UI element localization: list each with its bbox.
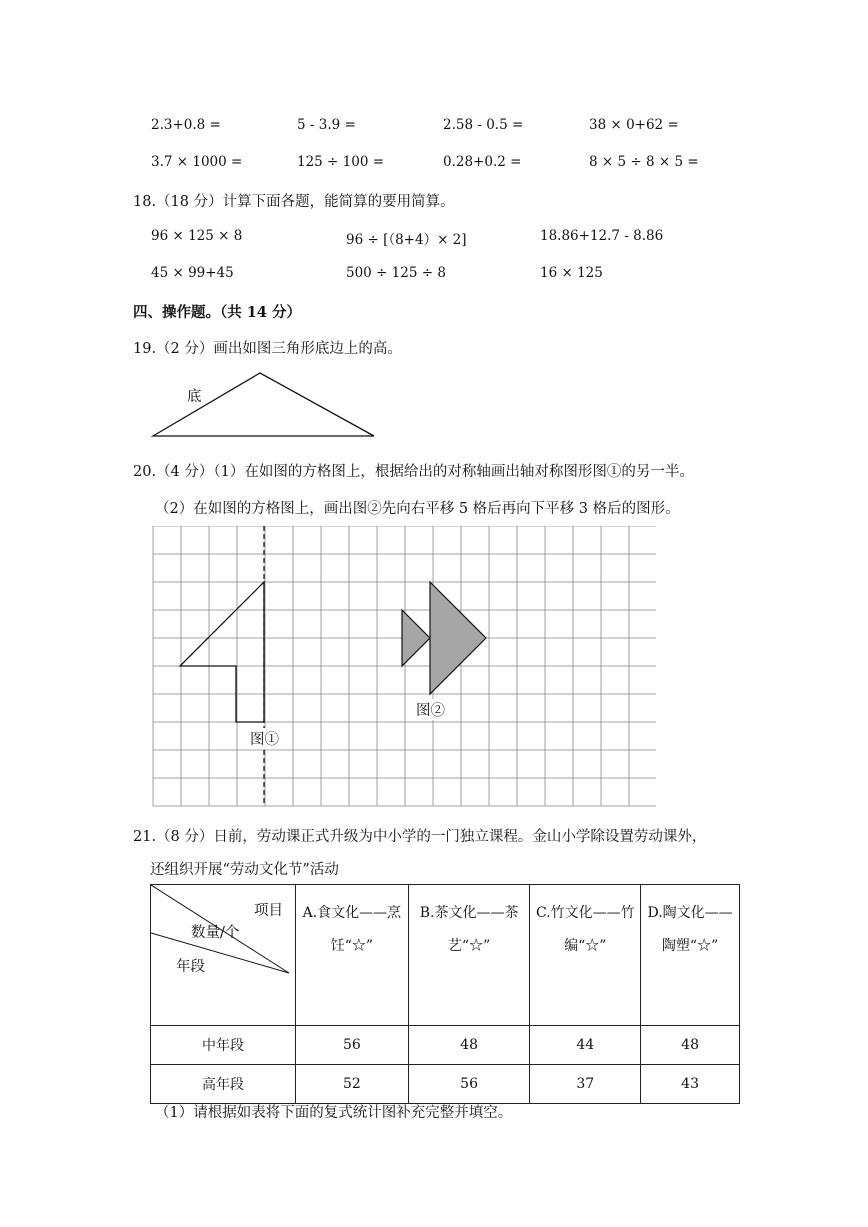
table-cell: 37 (530, 1065, 641, 1104)
section-title: 四、操作题。（共 14 分） (133, 304, 302, 321)
row-label: 中年段 (151, 1026, 296, 1065)
figure-2-small-triangle (402, 610, 430, 666)
calc-item: 2.3+0.8 = (151, 117, 221, 133)
table-cell: 48 (408, 1026, 530, 1065)
calc-item: 500 ÷ 125 ÷ 8 (346, 265, 446, 281)
question-20-line1: 20.（4 分）（1）在如图的方格图上，根据给出的对称轴画出轴对称图形图①的另一半。 (133, 464, 694, 480)
question-21-sub1: （1）请根据如表将下面的复式统计图补充完整并填空。 (155, 1105, 513, 1121)
calc-item: 45 × 99+45 (151, 265, 234, 281)
table-row (151, 1026, 740, 1065)
calc-item: 3.7 × 1000 = (151, 154, 243, 170)
table-header-cell: C.竹文化——竹 编“☆” (530, 885, 641, 1026)
table-header-row (151, 885, 740, 1026)
grid-figure (152, 526, 656, 808)
calc-item: 0.28+0.2 = (443, 154, 522, 170)
stats-table (150, 884, 740, 1104)
figure-1-half (180, 582, 264, 722)
question-20-line2: （2）在如图的方格图上，画出图②先向右平移 5 格后再向下平移 3 格后的图形。 (155, 501, 680, 517)
figure-1-label: 图① (250, 728, 279, 749)
question-19-title: 19.（2 分）画出如图三角形底边上的高。 (133, 341, 402, 357)
table-row (151, 1065, 740, 1104)
table-header-cell: D.陶文化—— 陶塑“☆” (641, 885, 740, 1026)
question-21-line1: 21.（8 分）日前，劳动课正式升级为中小学的一门独立课程。金山小学除设置劳动课外， (133, 829, 707, 845)
table-corner-cell (151, 885, 296, 1026)
table-cell: 56 (296, 1026, 409, 1065)
table-header-cell: B.茶文化——茶 艺“☆” (408, 885, 530, 1026)
calc-item: 18.86+12.7 - 8.86 (540, 228, 664, 244)
row-label: 高年段 (151, 1065, 296, 1104)
figure-2-large-triangle (430, 582, 486, 694)
table-cell: 44 (530, 1026, 641, 1065)
table-cell: 52 (296, 1065, 409, 1104)
calc-item: 96 ÷ [（8+4）× 2] (346, 232, 467, 248)
calc-item: 16 × 125 (540, 265, 603, 281)
corner-label-grade: 年段 (176, 959, 205, 975)
corner-label-project: 项目 (254, 903, 283, 919)
figure-2-label: 图② (416, 699, 445, 720)
calc-item: 38 × 0+62 = (589, 117, 679, 133)
corner-label-quantity: 数量/个 (191, 925, 240, 941)
calc-item: 2.58 - 0.5 = (443, 117, 524, 133)
triangle-figure (150, 370, 380, 440)
triangle-base-label: 底 (187, 389, 202, 405)
table-cell: 56 (408, 1065, 530, 1104)
calc-item: 5 - 3.9 = (297, 117, 356, 133)
question-21-line2: 还组织开展“劳动文化节”活动 (150, 862, 339, 878)
calc-item: 8 × 5 ÷ 8 × 5 = (589, 154, 699, 170)
calc-item: 125 ÷ 100 = (297, 154, 385, 170)
table-cell: 48 (641, 1026, 740, 1065)
question-18-title: 18.（18 分）计算下面各题，能简算的要用简算。 (133, 194, 455, 210)
table-header-cell: A.食文化——烹 饪“☆” (296, 885, 409, 1026)
table-cell: 43 (641, 1065, 740, 1104)
calc-item: 96 × 125 × 8 (151, 228, 243, 244)
